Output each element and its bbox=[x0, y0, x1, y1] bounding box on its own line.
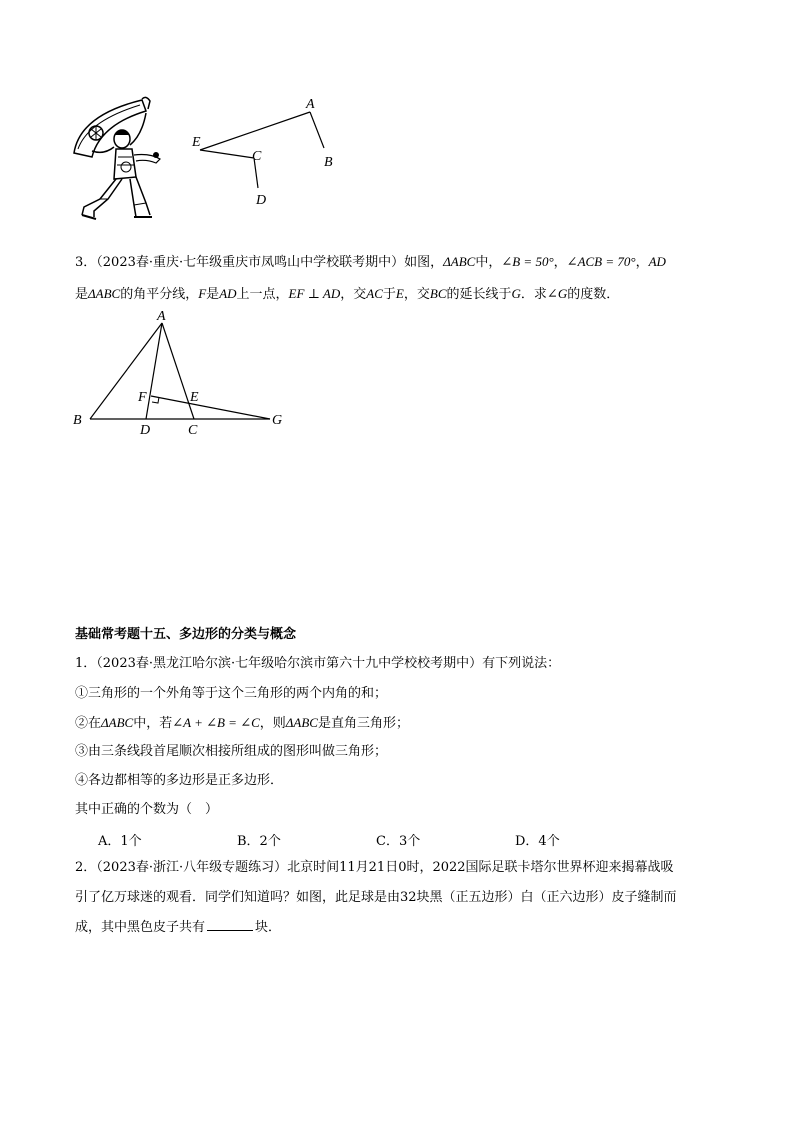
q3-point-g: G bbox=[511, 286, 521, 301]
q1-statement-3: ③由三条线段首尾顺次相接所组成的图形叫做三角形； bbox=[75, 744, 388, 759]
dancer-illustration bbox=[70, 95, 165, 225]
q3-text: ，交 bbox=[403, 287, 430, 302]
q3-sep: ， bbox=[635, 255, 649, 270]
label-a: A bbox=[157, 309, 166, 324]
q1-text: 中，若 bbox=[133, 716, 173, 731]
answer-blank[interactable] bbox=[207, 918, 253, 931]
q1-statement-4: ④各边都相等的多边形是正多边形． bbox=[75, 773, 284, 788]
label-b: B bbox=[73, 413, 82, 428]
q1-source: （2023春·黑龙江哈尔滨·七年级哈尔滨市第六十九中学校校考期中）有下列说法： bbox=[96, 656, 561, 671]
label-a: A bbox=[306, 97, 315, 112]
q2-text: 成，其中黑色皮子共有 bbox=[75, 920, 206, 935]
q1-statement-2 bbox=[75, 714, 409, 733]
q1-option-a[interactable]: A．1个 bbox=[98, 834, 142, 849]
q3-text: 中， bbox=[475, 255, 502, 270]
q3-angle-g: ∠G bbox=[546, 286, 568, 301]
q1-option-b[interactable]: B．2个 bbox=[237, 834, 281, 849]
label-c: C bbox=[188, 423, 198, 438]
figure-triangle bbox=[68, 305, 298, 440]
q1-text: 是直角三角形； bbox=[317, 716, 409, 731]
segment-ec bbox=[200, 150, 254, 158]
label-e: E bbox=[190, 390, 199, 405]
q3-point-e: E bbox=[395, 286, 404, 301]
q3-sep: ， bbox=[553, 255, 567, 270]
q1-triangle: ΔABC bbox=[285, 715, 318, 730]
q3-triangle: ΔABC bbox=[88, 286, 121, 301]
label-b: B bbox=[324, 155, 333, 170]
label-c: C bbox=[252, 149, 262, 164]
q3-ad: AD bbox=[648, 254, 666, 269]
q2-line2: 引了亿万球迷的观看．同学们知道吗？如图，此足球是由32块黑（正五边形）白（正六边形）皮子缝制而 bbox=[75, 890, 677, 905]
figure-zigzag bbox=[180, 90, 350, 215]
segment-ea bbox=[200, 112, 310, 150]
q3-number: 3． bbox=[75, 255, 97, 270]
q3-source: （2023春·重庆·七年级重庆市凤鸣山中学校联考期中）如图， bbox=[96, 255, 444, 270]
q1-triangle: ΔABC bbox=[101, 715, 134, 730]
q1-option-d[interactable]: D．4个 bbox=[515, 834, 560, 849]
q2-text: 块． bbox=[255, 920, 282, 935]
section-heading: 基础常考题十五、多边形的分类与概念 bbox=[75, 627, 297, 642]
q3-text: 的延长线于 bbox=[446, 287, 512, 302]
q3-line1 bbox=[75, 253, 666, 272]
q3-text: 上一点， bbox=[236, 287, 289, 302]
label-d: D bbox=[256, 193, 267, 208]
q3-text: 是 bbox=[206, 287, 220, 302]
q3-angle-b: ∠B = 50° bbox=[501, 254, 554, 269]
q1-text: ，则 bbox=[259, 716, 286, 731]
q3-text: ，交 bbox=[340, 287, 367, 302]
q1-text: ②在 bbox=[75, 716, 102, 731]
q3-line2 bbox=[75, 285, 619, 304]
q2-line3 bbox=[75, 918, 281, 937]
segment-ab bbox=[90, 323, 162, 419]
q1-line1 bbox=[75, 655, 560, 673]
q3-text: ．求 bbox=[520, 287, 547, 302]
q3-text: 于 bbox=[382, 287, 396, 302]
q1-question: 其中正确的个数为（ ） bbox=[75, 802, 219, 817]
segment-fg bbox=[151, 396, 270, 419]
label-d: D bbox=[140, 423, 151, 438]
q1-angle-equation: ∠A + ∠B = ∠C bbox=[172, 715, 260, 730]
q3-point-f: F bbox=[198, 286, 207, 301]
segment-ab bbox=[310, 112, 324, 148]
label-e: E bbox=[192, 135, 201, 150]
q2-line1: 2．（2023春·浙江·八年级专题练习）北京时间11月21日0时，2022国际足联卡塔尔世界杯迎来揭幕战吸 bbox=[75, 860, 674, 875]
q3-perpendicular: EF ⊥ AD bbox=[288, 286, 341, 301]
q3-text: 是 bbox=[75, 287, 89, 302]
q3-text: 的角平分线， bbox=[120, 287, 199, 302]
q3-angle-acb: ∠ACB = 70° bbox=[566, 254, 636, 269]
q1-number: 1． bbox=[75, 656, 97, 671]
q3-text: 的度数． bbox=[567, 287, 620, 302]
segment-ad bbox=[146, 323, 162, 419]
label-g: G bbox=[272, 413, 283, 428]
q3-ac: AC bbox=[366, 286, 383, 301]
q1-statement-1: ①三角形的一个外角等于这个三角形的两个内角的和； bbox=[75, 686, 388, 701]
label-f: F bbox=[138, 390, 147, 405]
q3-triangle: ΔABC bbox=[443, 254, 476, 269]
q3-ad: AD bbox=[219, 286, 237, 301]
q1-option-c[interactable]: C．3个 bbox=[376, 834, 421, 849]
q3-bc: BC bbox=[429, 286, 447, 301]
